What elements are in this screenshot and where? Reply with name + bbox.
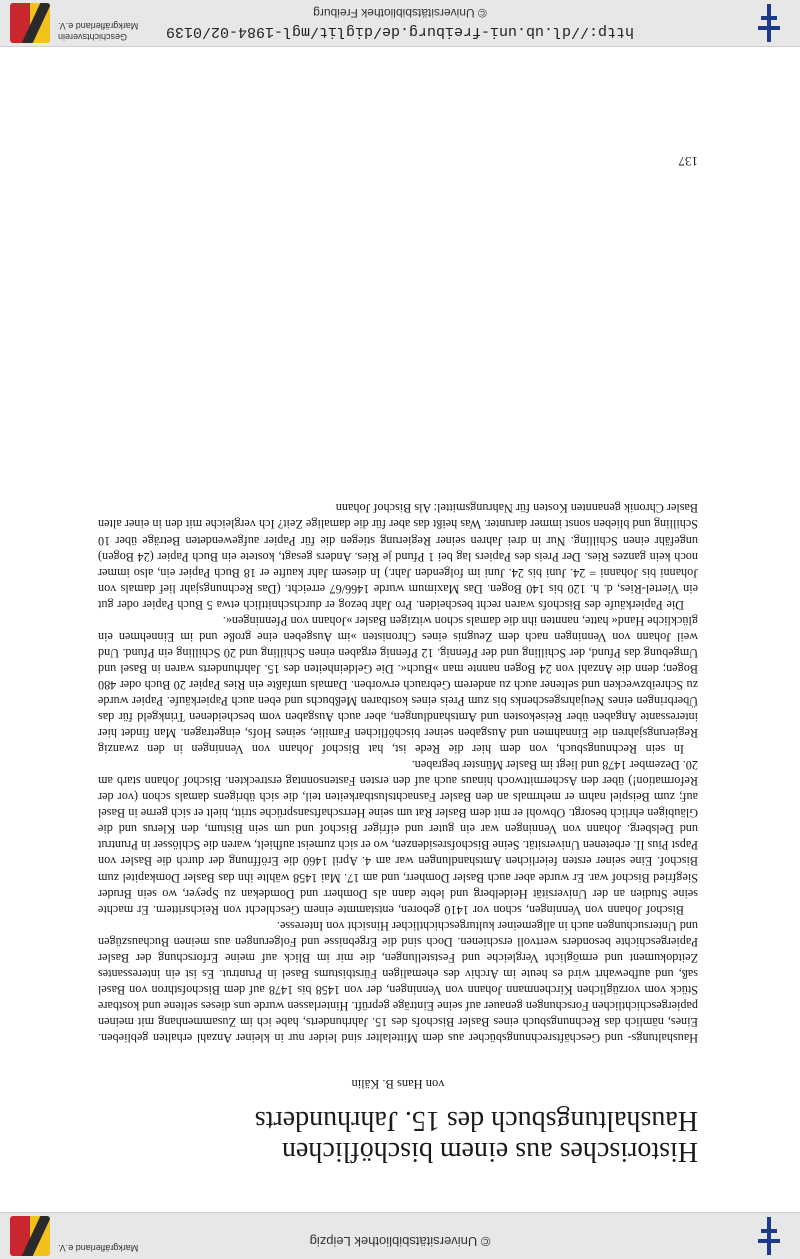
article-title: Historisches aus einem bischöflichen Haushaltungsbuch des 15. Jahrhunderts bbox=[254, 1105, 698, 1167]
viewer-header bbox=[0, 1212, 800, 1259]
society-name: Geschichtsverein Markgräflerland e.V. bbox=[58, 21, 139, 42]
article-author: von Hans B. Kälin bbox=[351, 1077, 445, 1091]
society-name: Markgräflerland e.V. bbox=[58, 1243, 139, 1253]
article-body bbox=[98, 500, 698, 1046]
paragraph: In sein Rechnungsbuch, von dem hier die Rede ist, hat Bischof Johann von Venningen in den zwanzig Regierungsjahren die Einnahmen und Ausgaben seiner bischöflichen Familie, seines Hofs, eingetragen. Man findet hier interessante Angaben über Reisekosten und Amtshandlungen, aber auch Ausgaben vom bescheidenen Trinkgeld für das Überbringen eines Neujahrsgeschenks bis zum Preis eines kostbaren Meßbuchs und eben auch Papierkäufe. Papier wurde zu Schreibzwecken und seltener auch zu anderem Gebrauch erworben. Damals umfaßte ein Ries Papier 20 Buch oder 480 Bogen; denn die Anzahl von 24 Bogen nannte man »Buch«. Die Geldeinheiten des 15. Jahrhunderts waren in Basel und Umgebung das Pfund, der Schilling und der Pfennig. 12 Pfennig ergaben einen Schilling und 20 Schilling ein Pfund. Und weil Johann von Venningen nach dem Zeugnis eines Chronisten »im Ausgeben eine große und im Einnehmen ein glückliche Hand« hatte, nannten ihn die damals schon witzigen Basler »Johann von Pfenningen«. bbox=[98, 613, 698, 757]
paragraph: Bischof Johann von Venningen, schon vor 1410 geboren, entstammte einem Geschlecht von Reichsrittern. Er machte seine Studien an der Universität Heidelberg und lebte dann als Domherr und Domdekan zu Speyer, wo sein Bruder Siegfried Bischof war. Er wurde aber auch Basler Domherr, und am 17. Mai 1458 wählte ihn das Basler Domkapitel zum Bischof. Eine seiner ersten feierlichen Amtshandlungen war am 4. April 1460 die Eröffnung der durch die Basler von Papst Pius II. erbetenen Universität. Seine Bischofsresidenzen, wo er sich zumeist aufhielt, waren die Schlösser in Pruntrut und Delsberg. Johann von Venningen war ein guter und eifriger Bischof und um sein Bistum, den Klerus und die Gläubigen ehrlich besorgt. Obwohl er mit dem Basler Rat um seine Herrschaftsansprüche stritt, hielt er sich gerne in Basel auf; zum Beispiel nahm er mehrmals an den Basler Fasnachtslustbarkeiten teil, die sich übrigens damals schon (vor der Reformation!) über den Aschermittwoch hinaus auch auf den ersten Fastensonntag erstreckten. Bischof Johann starb am 20. Dezember 1478 und liegt im Basler Münster begraben. bbox=[98, 758, 698, 917]
society-crest-icon bbox=[10, 3, 50, 43]
viewer-footer bbox=[0, 0, 800, 47]
paragraph: Haushaltungs- und Geschäftsrechnungsbücher aus dem Mittelalter sind leider nur in kleiner Anzahl erhalten geblieben. Eines, nämlich das Rechnungsbuch eines Basler Bischofs des 15. Jahrhunderts, habe ich im Zusammenhang mit meinen papiergeschichtlichen Forschungen genauer auf seine Einträge geprüft. Hinterlassen wurde uns dieses seltene und kostbare Stück vom vorzüglichen Kirchenmann Johann von Venningen, der von 1458 bis 1478 auf dem Bischofsthron von Basel saß, und aufbewahrt wird es heute im Archiv des ehemaligen Fürstbistums Basel in Pruntrut. Es ist ein interessantes Zeitdokument und ermöglicht Vergleiche und Feststellungen, die mir im Blick auf meine Erforschung der Basler Papiergeschichte besonders wertvoll erschienen. Doch sind die Ergebnisse und Folgerungen aus meinen Buchauszügen und Untersuchungen auch in allgemeiner kulturgeschichtlicher Hinsicht von Interesse. bbox=[98, 918, 698, 1045]
library-credit: © Universitätsbibliothek Leipzig bbox=[309, 1234, 491, 1249]
page-number: 137 bbox=[678, 154, 698, 169]
source-url[interactable]: http://dl.ub.uni-freiburg.de/diglit/mgl-1984-02/0139 bbox=[165, 23, 635, 40]
copyright-notice: © Universitätsbibliothek Freiburg bbox=[313, 6, 487, 20]
society-crest-icon bbox=[10, 1216, 50, 1256]
paragraph: Die Papierkäufe des Bischofs waren recht bescheiden. Pro Jahr bezog er durchschnittlich etwa 5 Buch Papier oder gut ein Viertel-Ries, d. h. 120 bis 140 Bogen. Das Maximum wurde 1466/67 erreicht. (Das Rechnungsjahr lief damals von Johanni bis Johanni = 24. Juni bis 24. Juni im folgenden Jahr.) In diesem Jahr kaufte er 18 Buch Papier ein, also immer noch kein ganzes Ries. Der Preis des Papiers lag bei 1 Pfund je Ries. Anders gesagt, kostete ein Buch Papier (24 Bogen) ungefähr einen Schilling. Nur in drei Jahren seiner Regierung stiegen die für Papier aufgewendeten Beträge über 10 Schilling und blieben sonst immer darunter. Was heißt das aber für die damalige Zeit? Ich vergleiche mit den in einer alten Basler Chronik genannten Kosten für Nahrungsmittel: Als Bischof Johann bbox=[98, 501, 698, 612]
article bbox=[98, 500, 698, 1167]
